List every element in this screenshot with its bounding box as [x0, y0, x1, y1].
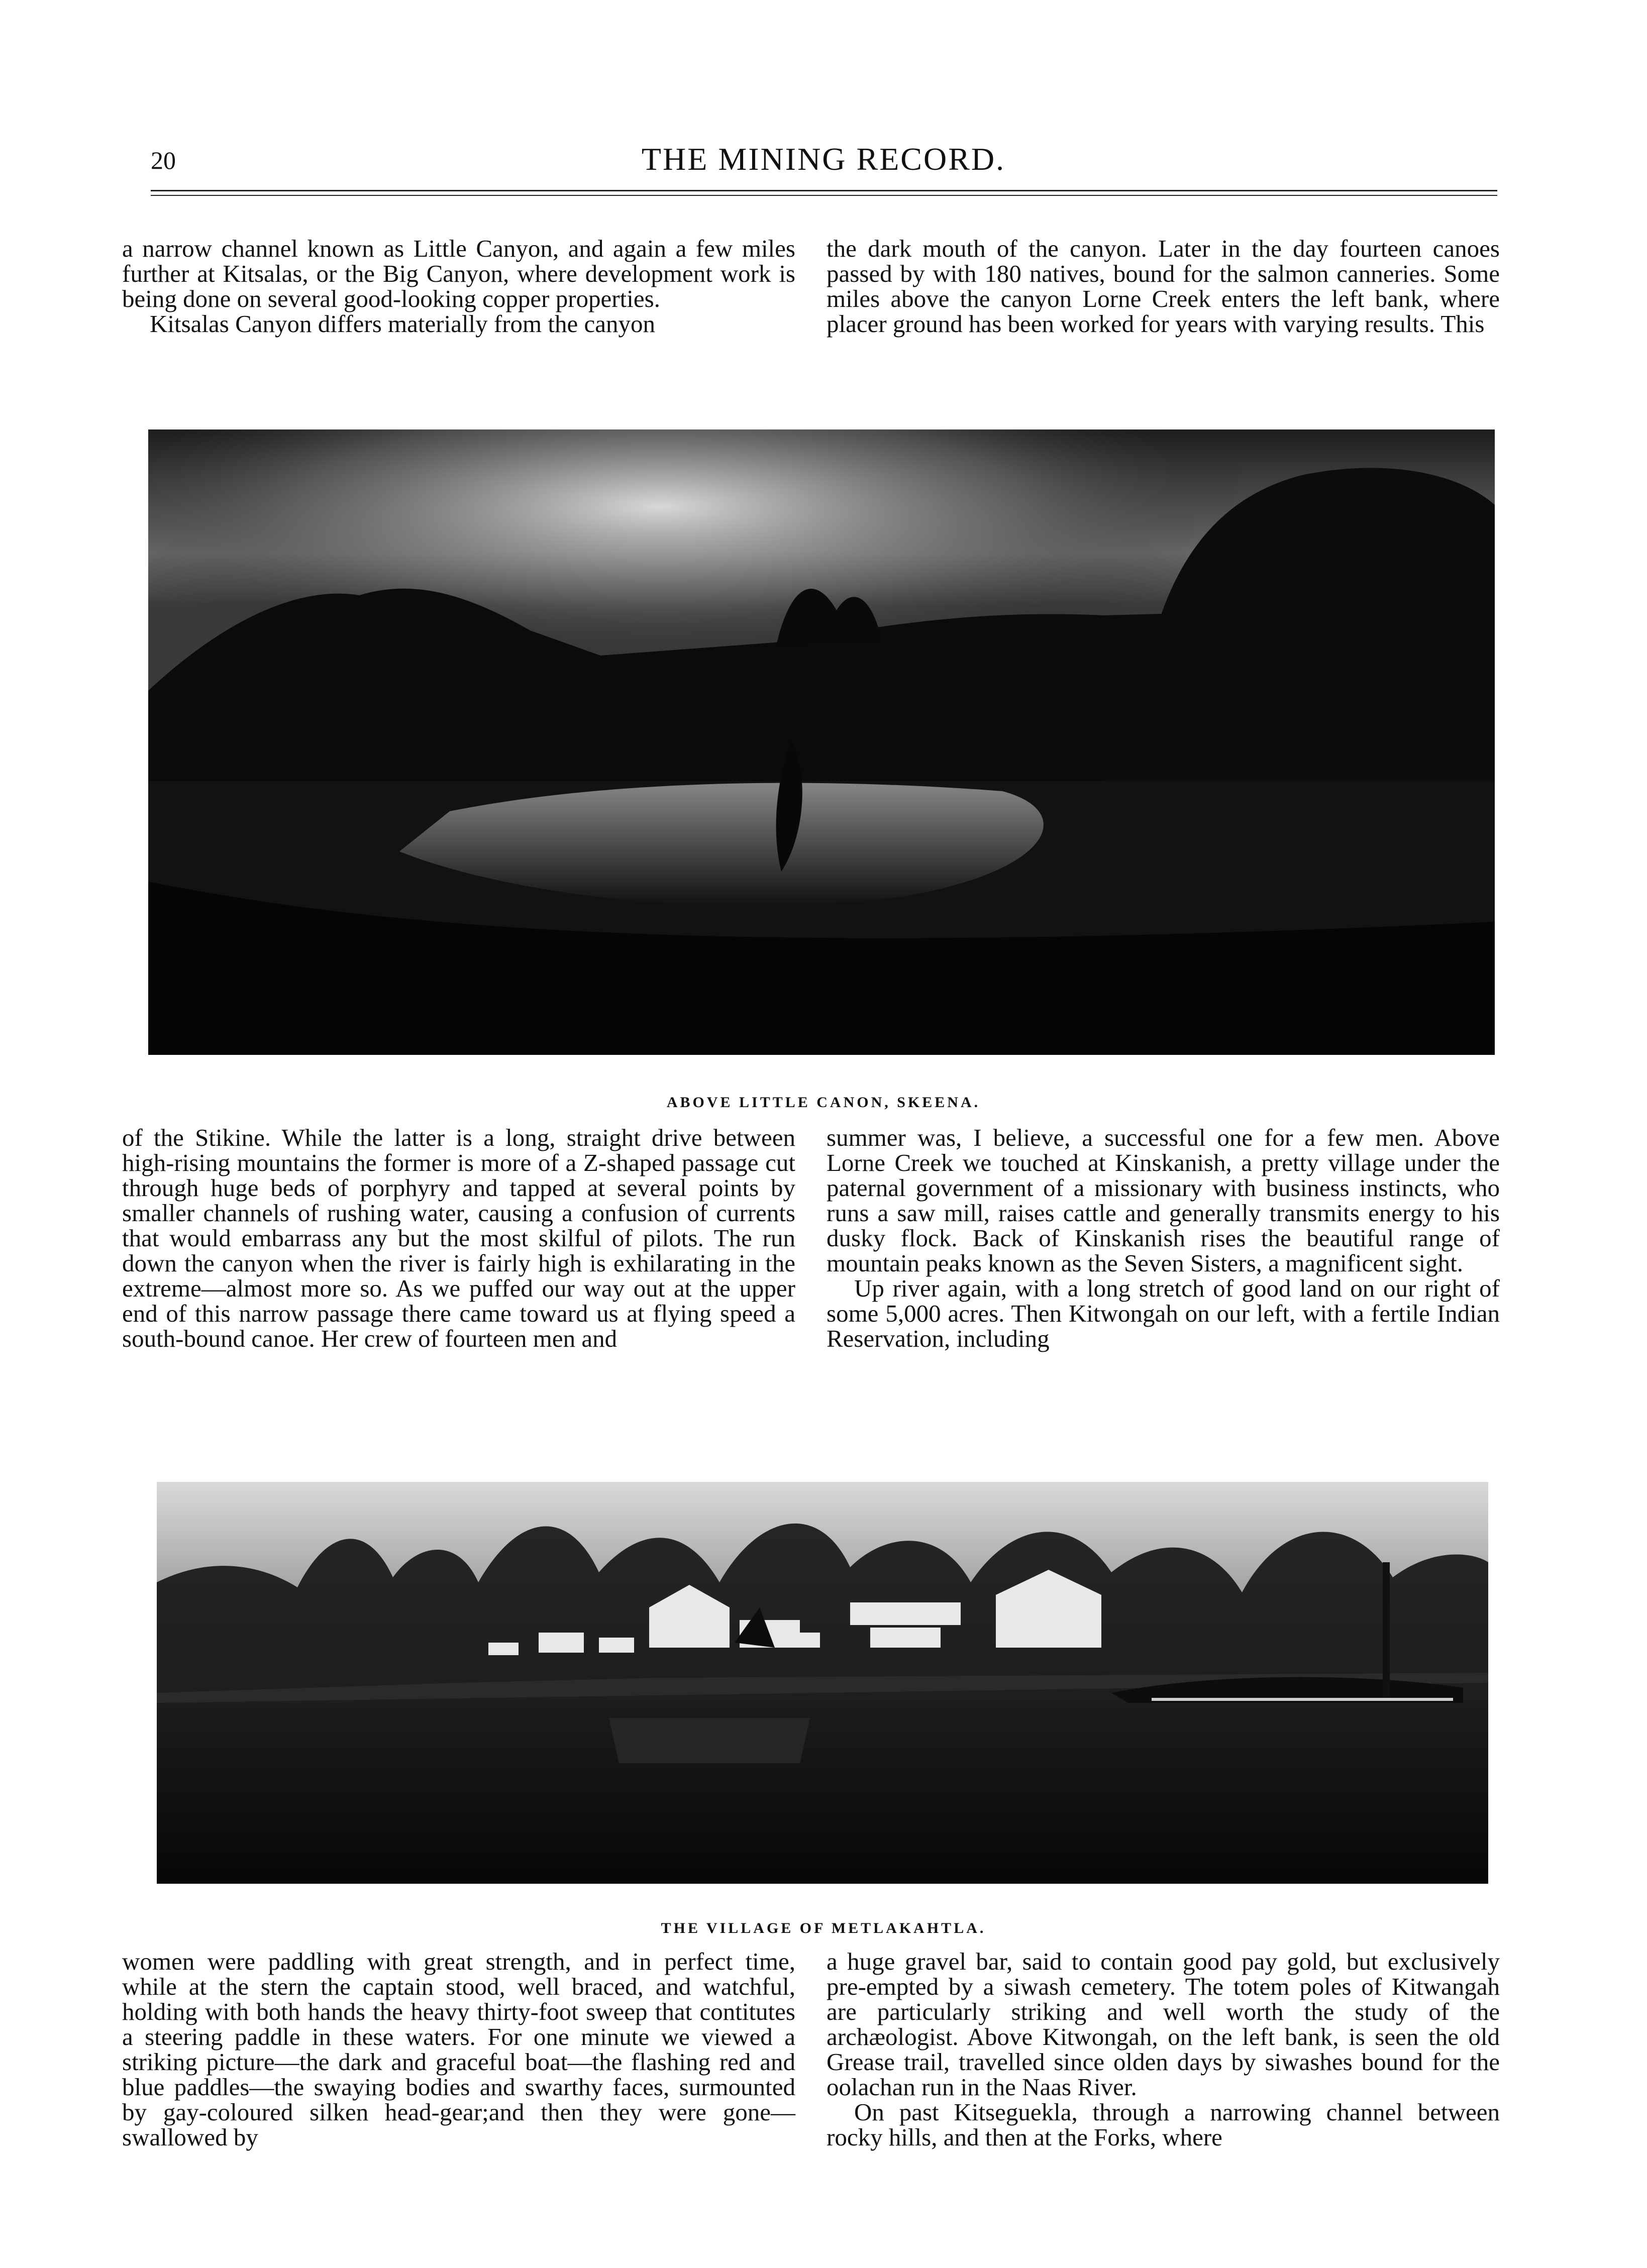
section2-right-column: [827, 1125, 1500, 1351]
paragraph: a huge gravel bar, said to contain good pay gold, but exclusively pre-empted by a siwash cemetery. The totem poles of Kitwangah are particularly striking and well worth the study of the archæologist. Above Kitwongah, on the left bank, is seen the old Grease trail, travelled since olden days by siwashes bound for the oolachan run in the Naas River.: [827, 1948, 1500, 2101]
paragraph: women were paddling with great strength, and in perfect time, while at the stern the captain stood, well braced, and watchful, holding with both hands the heavy thirty-foot sweep that contitutes a steering paddle in these waters. For one minute we viewed a striking picture—the dark and graceful boat—the flashing red and blue paddles—the swaying bodies and swarthy faces, surmounted by gay-coloured silken head-gear;and then they were gone—swallowed by: [122, 1948, 795, 2151]
photo-village-of-metlakahtla: [157, 1482, 1488, 1884]
figure-caption: ABOVE LITTLE CANON, SKEENA.: [666, 1094, 981, 1111]
paragraph: of the Stikine. While the latter is a long, straight drive between high-rising mountains the former is more of a Z-shaped passage cut through huge beds of porphyry and tapped at several points by smaller channels of rushing water, causing a confusion of currents that would embarrass any but the most skilful of pilots. The run down the canyon when the river is fairly high is exhilarating in the extreme—almost more so. As we puffed our way out at the upper end of this narrow passage there came toward us at flying speed a south-bound canoe. Her crew of fourteen men and: [122, 1124, 795, 1352]
section3-right-column: [827, 1949, 1500, 2150]
header-rule-bottom: [151, 195, 1497, 196]
paragraph: summer was, I believe, a successful one for a few men. Above Lorne Creek we touched at Kinskanish, a pretty village under the paternal government of a missionary with business instincts, who runs a saw mill, raises cattle and generally transmits energy to his dusky flock. Back of Kinskanish rises the beautiful range of mountain peaks known as the Seven Sisters, a magnificent sight.: [827, 1124, 1500, 1277]
paragraph: Up river again, with a long stretch of good land on our right of some 5,000 acres. Then Kitwongah on our left, with a fertile Indian Reservation, including: [827, 1274, 1500, 1352]
paragraph: the dark mouth of the canyon. Later in the day fourteen canoes passed by with 180 natives, bound for the salmon canneries. Some miles above the canyon Lorne Creek enters the left bank, where placer ground has been worked for years with varying results. This: [827, 235, 1500, 338]
section1-left-column: [122, 236, 795, 337]
section3-left-column: [122, 1949, 795, 2150]
section2-left-column: [122, 1125, 795, 1351]
paragraph: Kitsalas Canyon differs materially from the canyon: [150, 310, 656, 338]
paragraph: On past Kitseguekla, through a narrowing channel between rocky hills, and then at the Forks, where: [827, 2098, 1500, 2151]
running-head: [0, 141, 1647, 186]
paragraph: a narrow channel known as Little Canyon, and again a few miles further at Kitsalas, or the Big Canyon, where development work is being done on several good-looking copper properties.: [122, 235, 795, 312]
page-number: 20: [151, 146, 176, 174]
figure-caption: THE VILLAGE OF METLAKAHTLA.: [661, 1920, 986, 1936]
photo-above-little-canon: [148, 429, 1495, 1055]
section1-right-column: [827, 236, 1500, 337]
header-rule-top: [151, 190, 1497, 191]
publication-title: THE MINING RECORD.: [641, 141, 1006, 177]
